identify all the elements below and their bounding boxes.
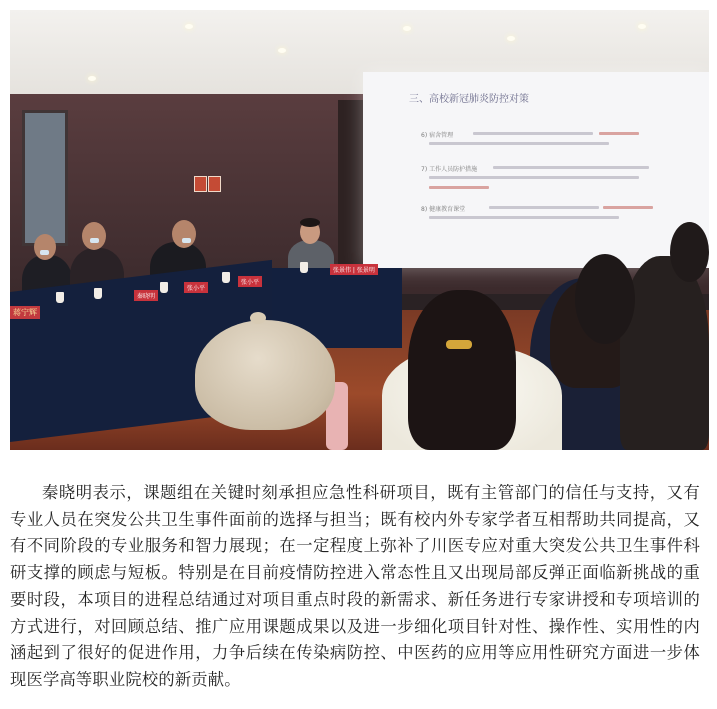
audience-hair xyxy=(575,254,635,344)
nameplate: 蒋宁辉 xyxy=(10,306,40,319)
nameplate: 张小平 xyxy=(184,282,208,293)
tea-cup xyxy=(56,292,64,303)
face-mask xyxy=(90,238,99,243)
hair-clip xyxy=(446,340,472,349)
slide-text-line xyxy=(599,132,639,135)
tea-cup xyxy=(300,262,308,273)
slide-text-line xyxy=(473,132,593,135)
slide-text-line xyxy=(489,206,599,209)
meeting-photo xyxy=(10,10,709,450)
ceiling-light xyxy=(88,76,96,81)
slide-text-line xyxy=(429,186,489,189)
audience-hair xyxy=(408,290,516,450)
audience-hair xyxy=(670,222,709,282)
wall-sign xyxy=(194,176,207,192)
ceiling-light xyxy=(507,36,515,41)
face-mask xyxy=(40,250,49,255)
wall-sign xyxy=(208,176,221,192)
beanie-knob xyxy=(250,312,266,324)
slide-text-line xyxy=(493,166,649,169)
face-mask xyxy=(182,238,191,243)
ceiling-light xyxy=(278,48,286,53)
projector-screen xyxy=(363,72,709,268)
panelist-head xyxy=(82,222,106,250)
panelist-head xyxy=(172,220,196,248)
nameplate: 张小平 xyxy=(238,276,262,287)
tea-cup xyxy=(222,272,230,283)
slide-title: 三、高校新冠肺炎防控对策 xyxy=(409,94,529,105)
slide-item: 8) 健康教育课堂 xyxy=(421,206,466,213)
ceiling-light xyxy=(185,24,193,29)
tea-cup xyxy=(160,282,168,293)
speaker-hair xyxy=(300,218,320,227)
tea-cup xyxy=(94,288,102,299)
ceiling-light xyxy=(403,26,411,31)
slide-text-line xyxy=(429,176,639,179)
nameplate: 秦晓明 xyxy=(134,290,158,301)
slide-item: 7) 工作人员防护措施 xyxy=(421,166,478,173)
ceiling-light xyxy=(638,24,646,29)
paragraph: 秦晓明表示，课题组在关键时刻承担应急性科研项目，既有主管部门的信任与支持，又有专业人员在突发公共卫生事件面前的选择与担当；既有校内外专家学者互相帮助共同提高，又有不同阶段的专业服务和智力展现；在一定程度上弥补了川医专应对重大突发公共卫生事件科研支撑的顾虑与短板。特别是在目前疫情防控进入常态性且又出现局部反弹正面临新挑战的重要时段，本项目的进程总结通过对项目重点时段的新需求、新任务进行专家讲授和专项培训的方式进行，对回顾总结、推广应用课题成果以及进一步细化项目针对性、操作性、实用性的内涵起到了很好的促进作用，力争后续在传染病防控、中医药的应用等应用性研究方面进一步体现医学高等职业院校的新贡献。 xyxy=(10,483,700,689)
nameplate: 张景伟 | 张景明 xyxy=(330,264,378,275)
panelist-head xyxy=(34,234,56,260)
slide-item: 6) 宿舍管理 xyxy=(421,132,454,139)
slide-text-line xyxy=(603,206,653,209)
slide-text-line xyxy=(429,216,619,219)
slide-text-line xyxy=(429,142,609,145)
knit-beanie xyxy=(195,320,335,430)
window xyxy=(22,110,68,246)
article-body xyxy=(10,480,700,694)
